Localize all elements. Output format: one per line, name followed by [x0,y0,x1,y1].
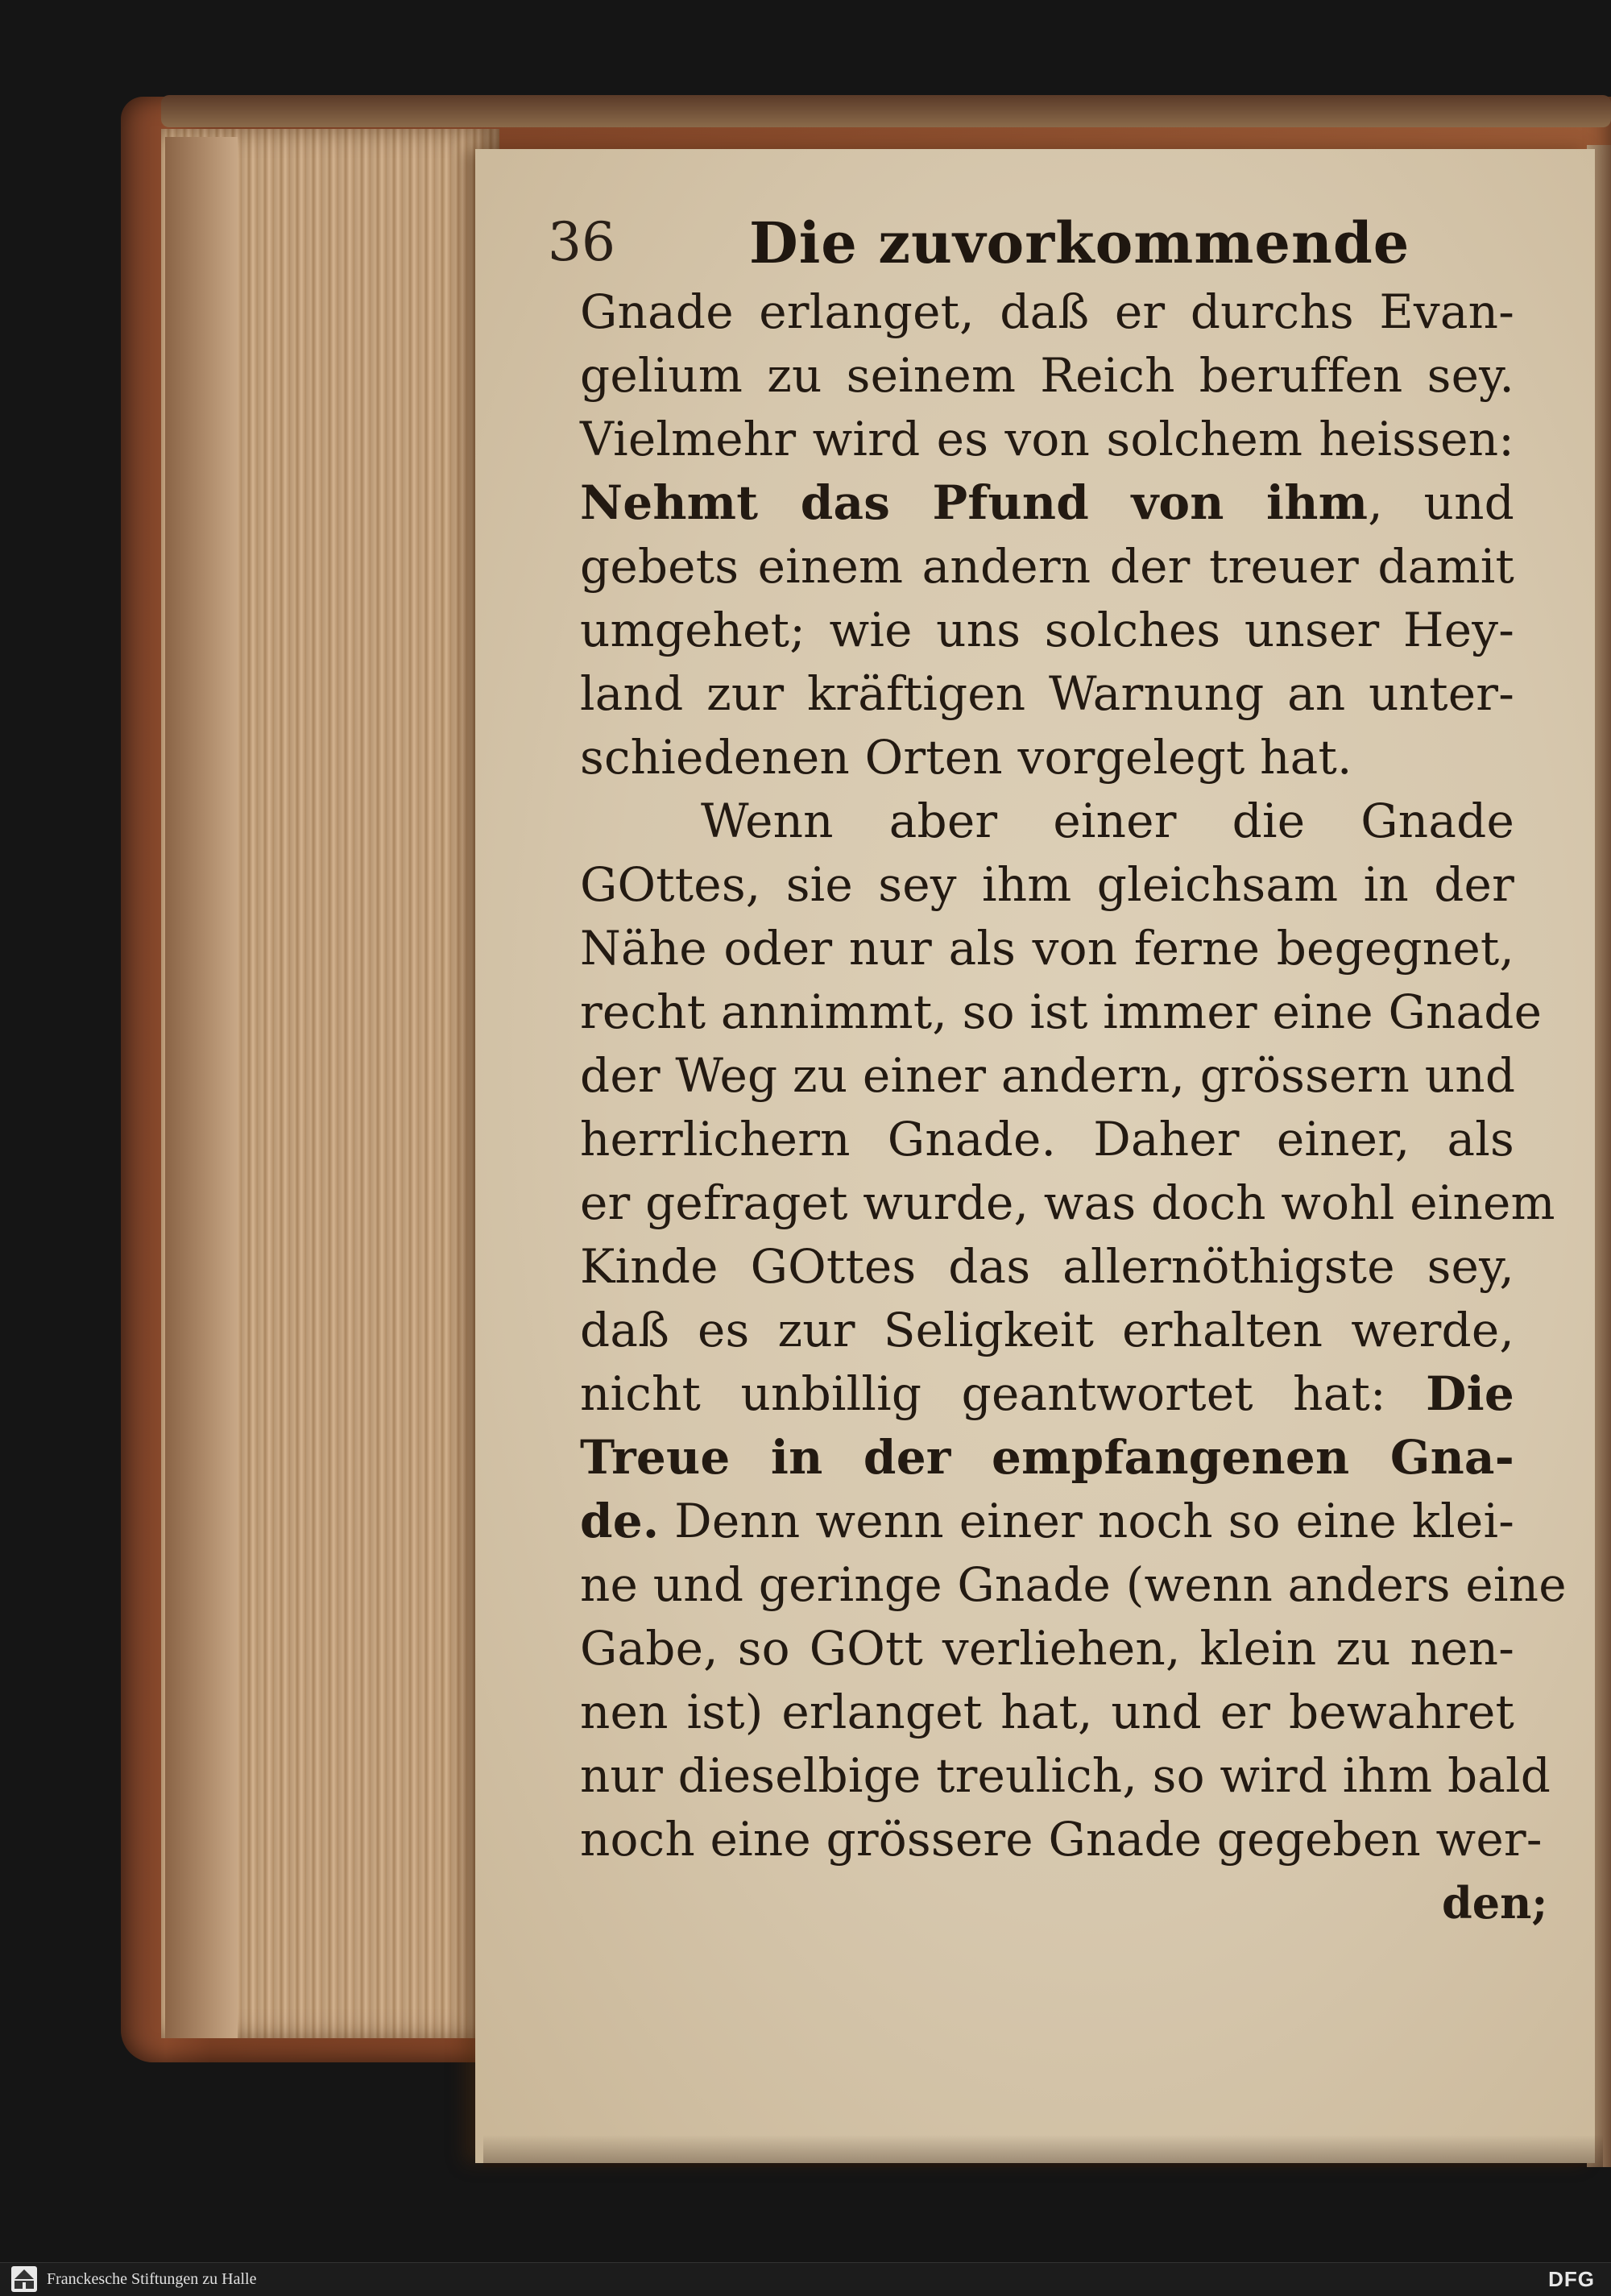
footer-bar [0,2262,1611,2296]
book-cover-top-edge [161,95,1611,127]
text-line: nur dieselbige treulich, so wird ihm bald [580,1748,1551,1803]
text-line: umgehet; wie uns solches unser Hey- [580,603,1514,657]
text-line: daß es zur Seligkeit erhalten werde, [580,1303,1514,1357]
text-line [580,1490,1514,1553]
text-line: der Weg zu einer andern, grössern und [580,1048,1516,1103]
text-line [580,1362,1514,1426]
text-line: schiedenen Orten vorgelegt hat. [580,730,1352,785]
text-line: Wenn aber einer die Gnade [701,794,1514,848]
dfg-logo: DFG [1548,2267,1595,2291]
emphasis-text: Nehmt das Pfund von ihm [580,475,1369,530]
text-line: Kinde GOttes das allernöthigste sey, [580,1239,1514,1294]
text-line: ne und geringe Gnade (wenn anders eine [580,1557,1567,1612]
text-line: land zur kräftigen Warnung an unter- [580,666,1514,721]
catchword: den; [1442,1877,1548,1929]
text-fragment: , und [1368,475,1514,530]
running-head: Die zuvorkommende [749,209,1410,276]
text-line: nen ist) erlanget hat, und er bewahret [580,1685,1514,1739]
text-line: gebets einem andern der treuer damit [580,539,1514,594]
emphasis-text: Die [1426,1366,1514,1421]
text-line: GOttes, sie sey ihm gleichsam in der [580,857,1514,912]
text-line: Nähe oder nur als von ferne begegnet, [580,921,1514,976]
text-line: gelium zu seinem Reich beruffen sey. [580,348,1514,403]
text-line-emphasis: Treue in der empfangenen Gna- [580,1430,1514,1485]
emphasis-text: de. [580,1494,660,1548]
page-bottom-shadow [483,2135,1603,2167]
text-line: herrlichern Gnade. Daher einer, als [580,1112,1514,1167]
text-line: recht annimmt, so ist immer eine Gnade [580,984,1543,1039]
institution-logo-icon [11,2266,37,2292]
text-line: Gnade erlanget, daß er durchs Evan- [580,284,1514,339]
page-number: 36 [548,211,615,273]
institution-name: Franckesche Stiftungen zu Halle [47,2270,257,2288]
text-line [580,471,1514,535]
text-fragment: nicht unbillig geantwortet hat: [580,1366,1386,1421]
page-stack-edge [165,137,238,2038]
text-block [580,280,1567,1871]
text-line: noch eine grössere Gnade gegeben wer- [580,1812,1543,1867]
text-line: Vielmehr wird es von solchem heissen: [580,412,1514,466]
text-line: Gabe, so GOtt verliehen, klein zu nen- [580,1621,1514,1676]
text-fragment: Denn wenn einer noch so eine klei- [674,1494,1514,1548]
text-line: er gefraget wurde, was doch wohl einem [580,1175,1555,1230]
